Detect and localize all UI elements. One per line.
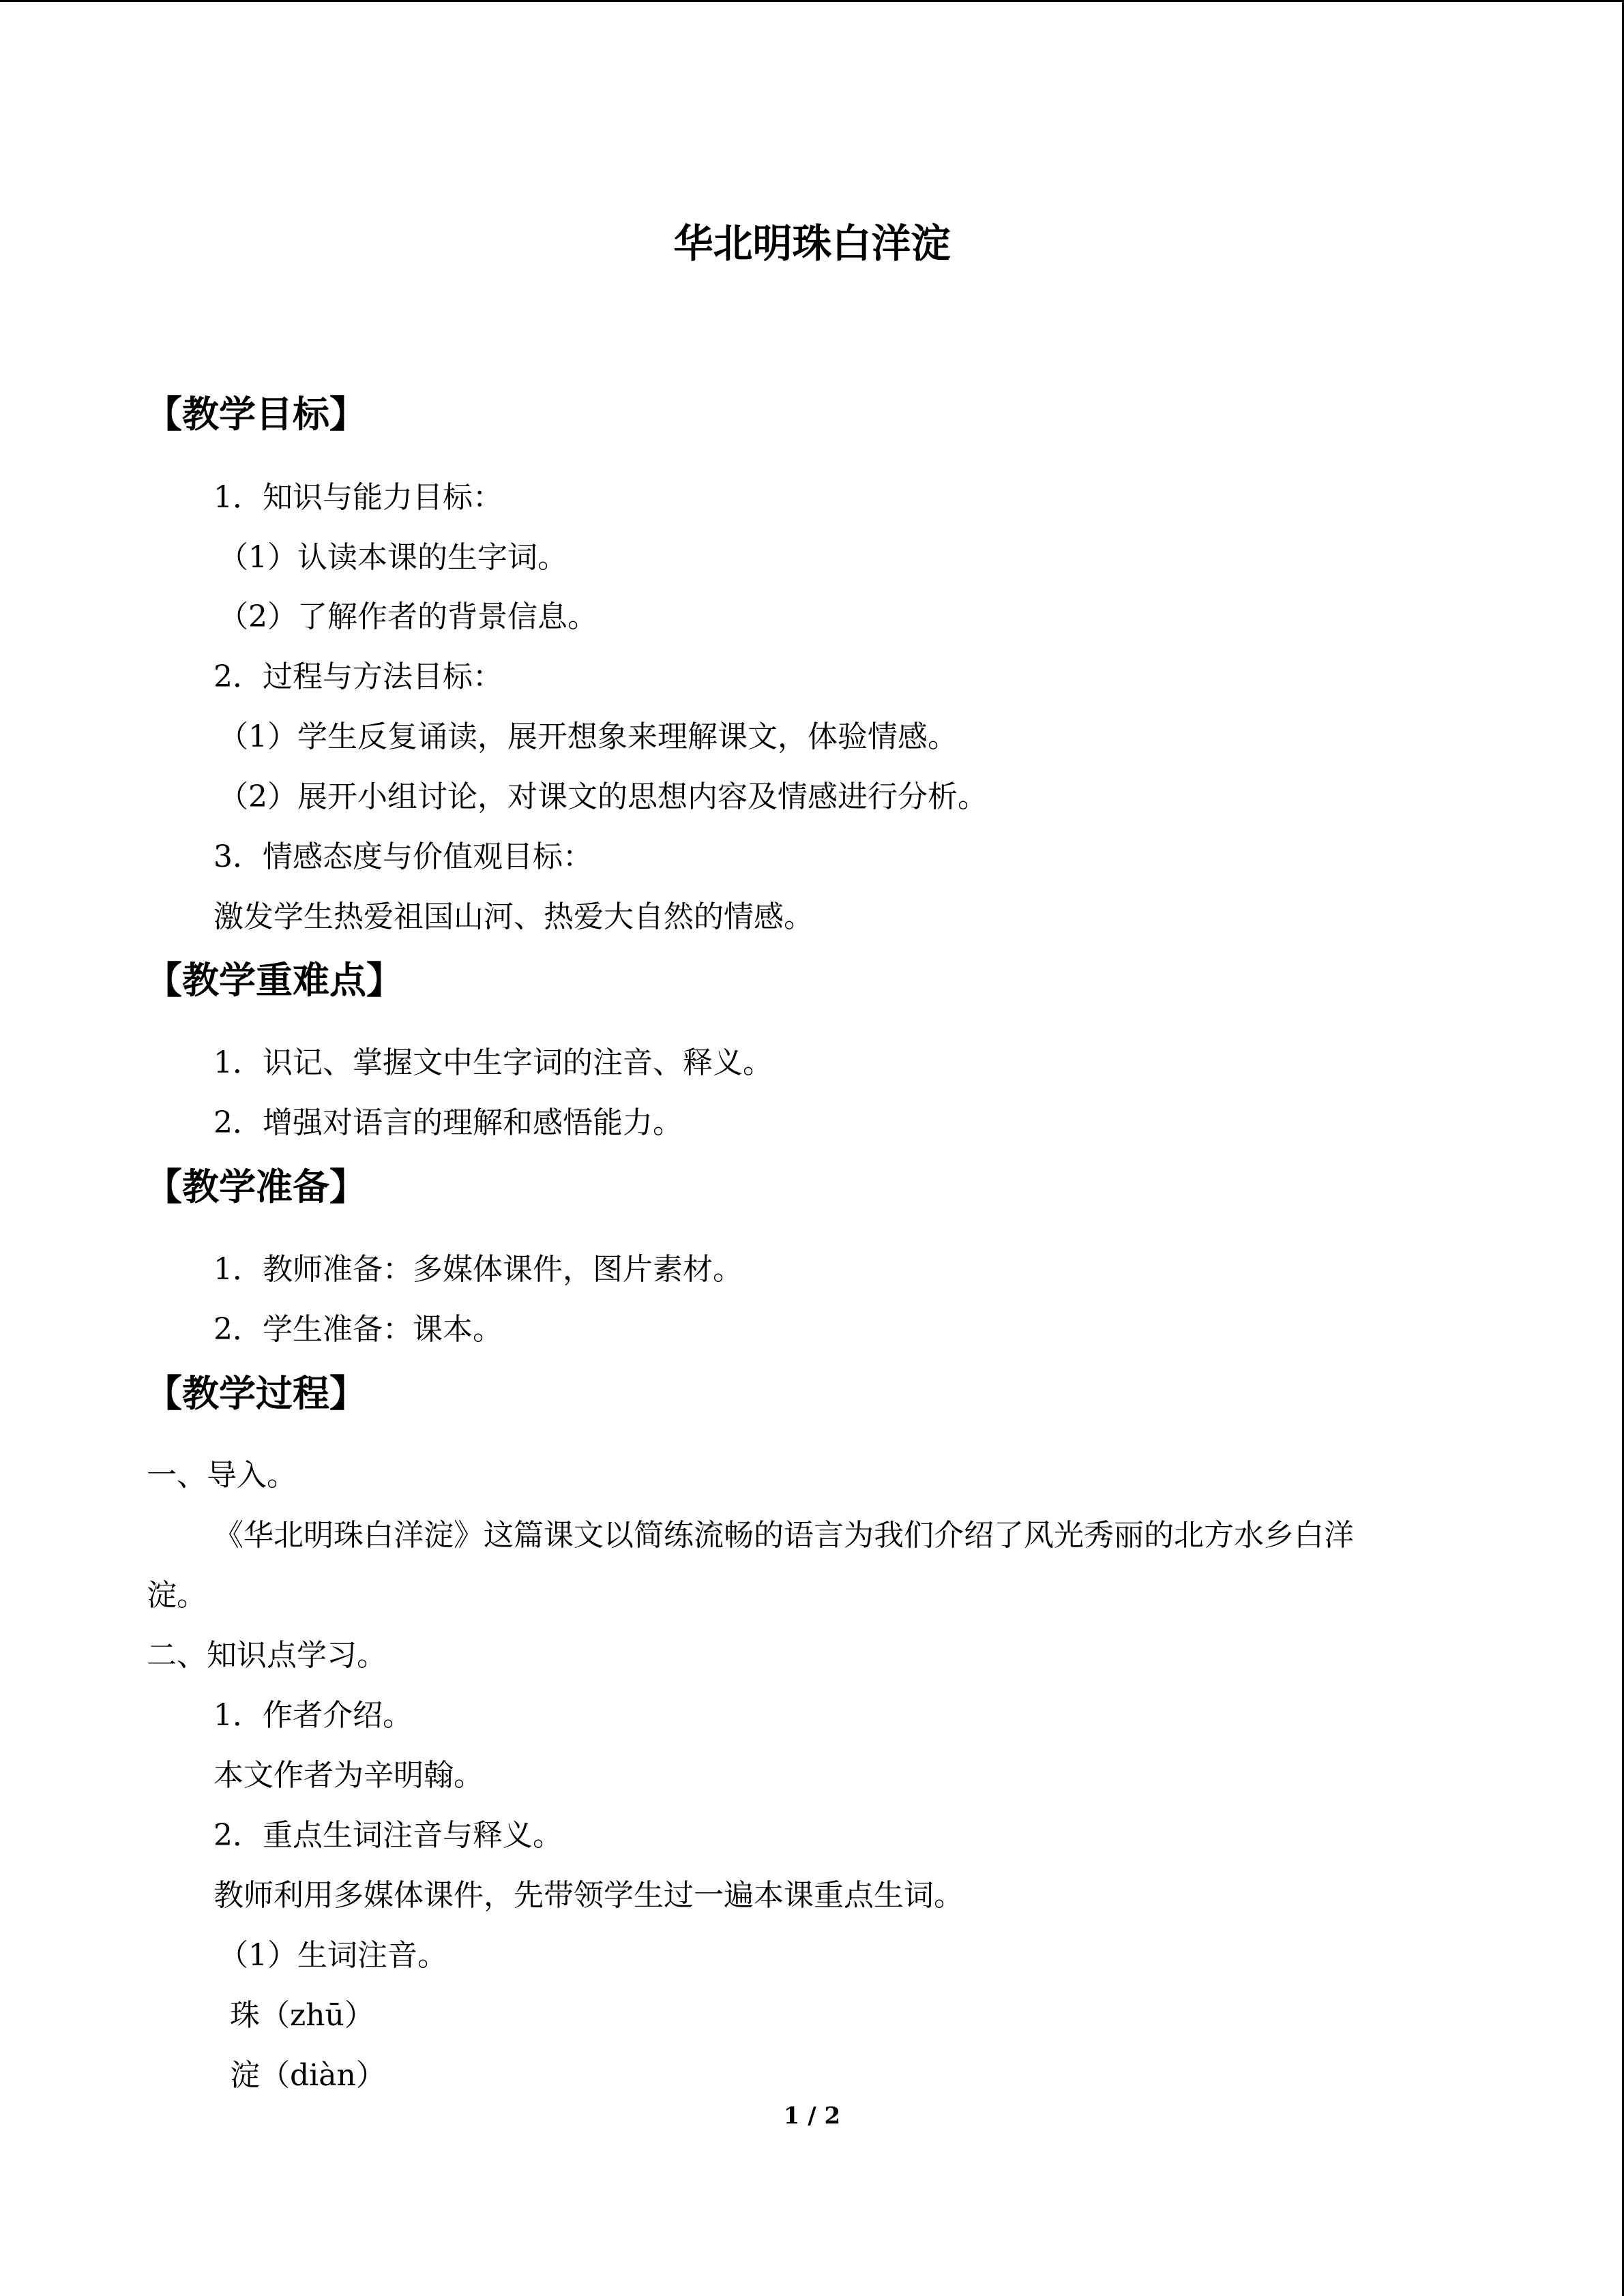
process-line: 2．重点生词注音与释义。 xyxy=(213,1818,563,1853)
process-line: 本文作者为辛明翰。 xyxy=(213,1758,484,1793)
preparation-line: 1．教师准备：多媒体课件，图片素材。 xyxy=(213,1252,743,1287)
key-point-line: 1．识记、掌握文中生字词的注音、释义。 xyxy=(213,1045,773,1080)
objective-line: 激发学生热爱祖国山河、热爱大自然的情感。 xyxy=(213,899,814,934)
document-title: 华北明珠白洋淀 xyxy=(673,220,951,267)
objective-line: （1）认读本课的生字词。 xyxy=(218,540,567,575)
objective-line: 2．过程与方法目标： xyxy=(213,659,503,694)
preparation-line: 2．学生准备：课本。 xyxy=(213,1312,503,1347)
section-heading-key-points: 【教学重难点】 xyxy=(145,959,403,1002)
process-line: （1）生词注音。 xyxy=(218,1938,447,1973)
objective-line: （2）了解作者的背景信息。 xyxy=(218,599,597,634)
section-heading-preparation: 【教学准备】 xyxy=(145,1165,366,1208)
process-line: 教师利用多媒体课件，先带领学生过一遍本课重点生词。 xyxy=(213,1878,964,1913)
objective-line: （2）展开小组讨论，对课文的思想内容及情感进行分析。 xyxy=(218,779,988,814)
process-line: 1．作者介绍。 xyxy=(213,1698,413,1733)
objective-line: 1．知识与能力目标： xyxy=(213,480,503,515)
process-line: 二、知识点学习。 xyxy=(147,1638,387,1673)
objective-line: （1）学生反复诵读，展开想象来理解课文，体验情感。 xyxy=(218,719,958,754)
section-heading-objectives: 【教学目标】 xyxy=(145,393,366,436)
objective-line: 3．情感态度与价值观目标： xyxy=(213,839,593,874)
process-line: 淀。 xyxy=(147,1578,207,1613)
process-line: 珠（zhū） xyxy=(230,1998,374,2033)
key-point-line: 2．增强对语言的理解和感悟能力。 xyxy=(213,1105,683,1140)
process-line: 《华北明珠白洋淀》这篇课文以简练流畅的语言为我们介绍了风光秀丽的北方水乡白洋 xyxy=(213,1518,1354,1553)
process-line: 淀（diàn） xyxy=(230,2058,386,2093)
process-line: 一、导入。 xyxy=(147,1458,297,1493)
page-number: 1 / 2 xyxy=(783,2102,841,2130)
section-heading-process: 【教学过程】 xyxy=(145,1372,366,1415)
